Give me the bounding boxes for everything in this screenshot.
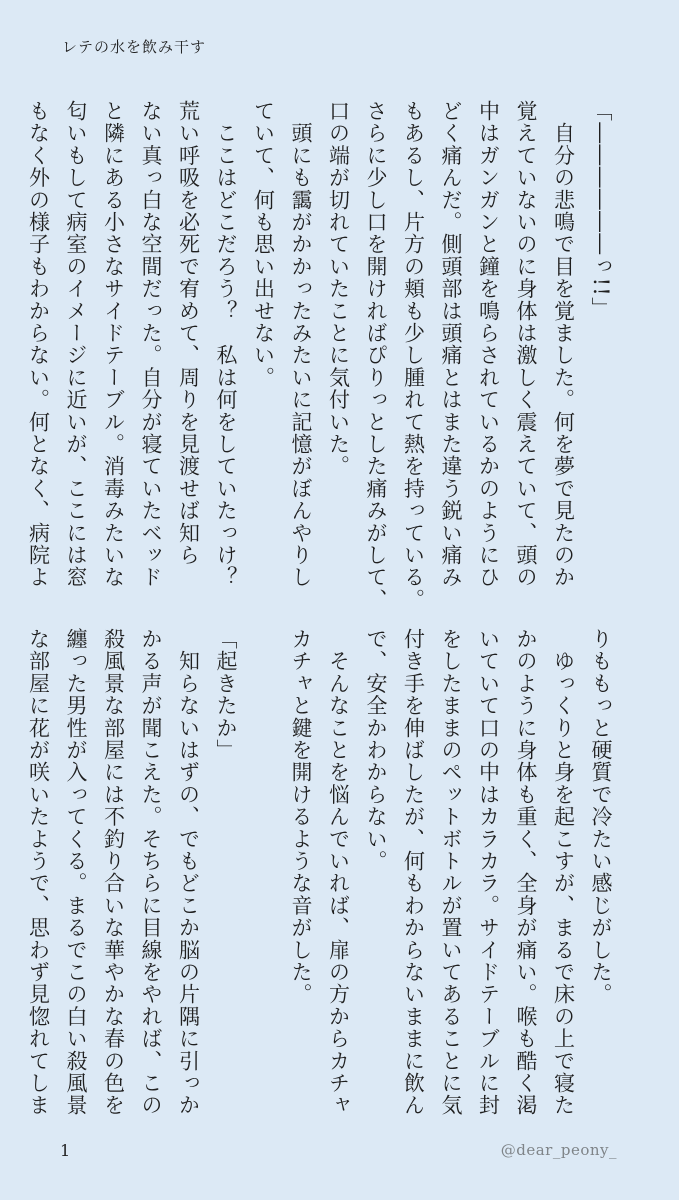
text-line: 「起きたか」 (214, 628, 238, 762)
text-line: どく痛んだ。側頭部は頭痛とはまた違う鋭い痛み (439, 100, 463, 589)
text-line: で、安全かわからない。 (364, 628, 388, 873)
text-line: さらに少し口を開ければぴりっとした痛みがして、 (364, 100, 388, 611)
text-line: 「――――――っ!!」 (589, 100, 613, 320)
text-line: 自分の悲鳴で目を覚ました。何を夢で見たのか (551, 100, 576, 589)
author-handle: @dear_peony_ (500, 1141, 617, 1159)
text-line: 纏った男性が入ってくる。まるでこの白い殺風景 (64, 628, 88, 1117)
text-line: ゆっくりと身を起こすが、まるで床の上で寝た (551, 628, 576, 1117)
blank-line (244, 628, 282, 1116)
text-line: 付き手を伸ばしたが、何もわからないままに飲ん (401, 628, 426, 1117)
text-line: な部屋に花が咲いたようで、思わず見惚れてしま (26, 628, 51, 1117)
text-line: ていて、何も思い出せない。 (251, 100, 276, 389)
text-line: もなく外の様子もわからない。何となく、病院よ (26, 100, 51, 589)
text-line: 頭にも靄がかかったみたいに記憶がぼんやりし (289, 100, 313, 589)
text-line: と隣にある小さなサイドテーブル。消毒みたいな (101, 100, 126, 589)
text-line: 中はガンガンと鐘を鳴らされているかのようにひ (476, 100, 501, 589)
text-block-lower (26, 628, 619, 1117)
text-line: もあるし、片方の頬も少し腫れて熱を持っている。 (401, 100, 426, 611)
text-line: 覚えていないのに身体は激しく震えていて、頭の (514, 100, 538, 589)
text-line: ここはどこだろう？ 私は何をしていたっけ？ (214, 100, 238, 589)
text-line: りももっと硬質で冷たい感じがした。 (589, 628, 613, 1006)
text-line: 匂いもして病室のイメージに近いが、ここには窓 (64, 100, 88, 589)
text-line: そんなことを悩んでいれば、扉の方からカチャ (326, 628, 351, 1117)
text-line: いていて口の中はカラカラ。サイドテーブルに封 (476, 628, 501, 1117)
text-line: 知らないはずの、でもどこか脳の片隅に引っか (176, 628, 201, 1117)
text-line: 口の端が切れていたことに気付いた。 (326, 100, 351, 478)
page-number: 1 (60, 1141, 71, 1160)
text-line: 殺風景な部屋には不釣り合いな華やかな春の色を (101, 628, 126, 1117)
text-line: 荒い呼吸を必死で宥めて、周りを見渡せば知ら (176, 100, 201, 567)
book-title: レテの水を飲み干す (62, 38, 207, 56)
text-line: をしたままのペットボトルが置いてあることに気 (439, 628, 463, 1117)
text-line: かる声が聞こえた。そちらに目線をやれば、この (139, 628, 163, 1117)
text-block-upper (26, 100, 619, 611)
text-line: かのように身体も重く、全身が痛い。喉も酷く渇 (514, 628, 538, 1117)
text-line: ない真っ白な空間だった。自分が寝ていたベッド (139, 100, 163, 589)
text-line: カチャと鍵を開けるような音がした。 (289, 628, 313, 1006)
